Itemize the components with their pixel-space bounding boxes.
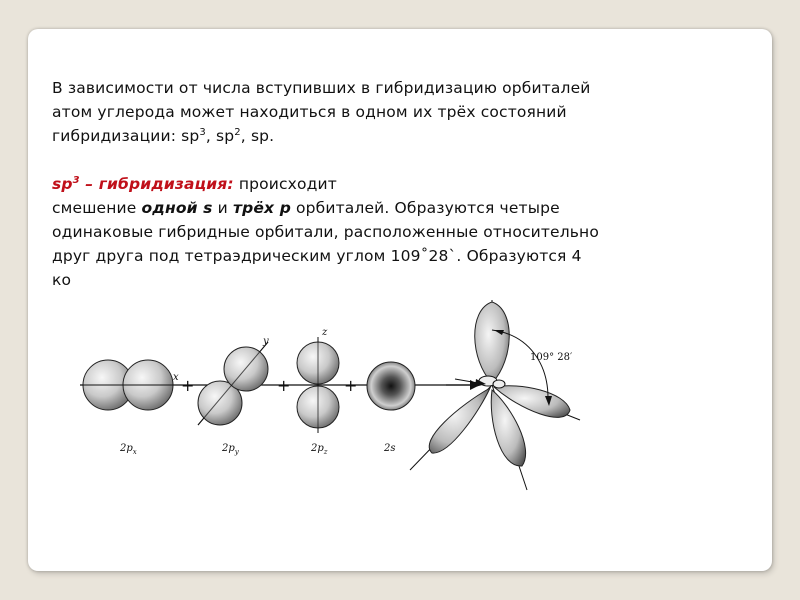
sp3-line-3: одинаковые гибридные орбитали, расположенные относительно [52, 223, 599, 241]
axis-x-label: x [173, 372, 179, 383]
label-2px: $2p_x$ [120, 443, 137, 456]
plus-sign-1: + [181, 376, 195, 395]
sp3-line-4: друг друга под тетраэдрическим углом 109˚28`. Образуются 4 [52, 247, 582, 265]
label-2pz: $2p_z$ [311, 443, 328, 456]
intro-line-3: гибридизации: $sp^3$, $sp^2$, sp. [52, 127, 275, 145]
plus-sign-3: + [344, 376, 358, 395]
orbital-2py [198, 342, 268, 425]
axis-z-label: z [322, 327, 328, 338]
sp3-line-5: ко [52, 271, 72, 289]
sp3-line-2: смешение одной s и трёх p орбиталей. Образуются четыре [52, 199, 560, 217]
orbital-2s [367, 362, 415, 410]
label-2py: $2p_y$ [222, 443, 239, 456]
sp3-hybrid-orbitals [410, 300, 580, 490]
sp3-heading-line: $sp^3$ – гибридизация: происходит [52, 175, 337, 193]
label-2s: 2s [384, 443, 396, 454]
sp3-lobe-top [475, 302, 510, 383]
reaction-arrow [446, 380, 480, 390]
angle-label: 109° 28′ [530, 352, 573, 363]
axis-y-label: y [263, 336, 269, 347]
sp3-lobe-bottom-left [429, 388, 490, 453]
intro-line-1: В зависимости от числа вступивших в гибридизацию орбиталей [52, 79, 591, 97]
plus-sign-2: + [277, 376, 291, 395]
orbital-2px [80, 360, 180, 410]
sp3-term: $sp^3$ – гибридизация: [52, 175, 234, 193]
intro-line-2: атом углерода может находиться в одном их трёх состояний [52, 103, 567, 121]
